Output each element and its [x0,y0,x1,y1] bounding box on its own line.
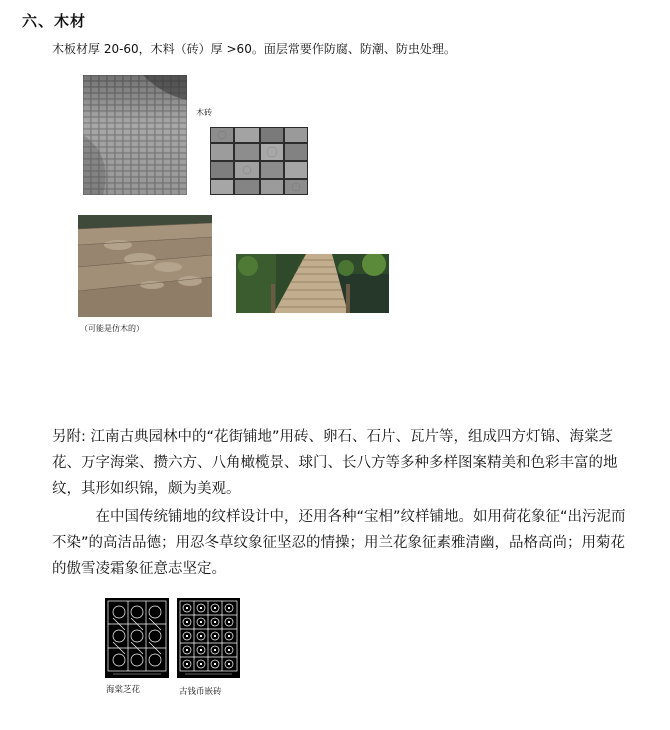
faux-wood-caption: （可能是仿木的） [80,324,144,333]
begonia-pattern-label: 海棠芝花 [106,685,141,695]
section-heading: 六、木材 [22,12,87,30]
paragraph-huajie-paving: 另附: 江南古典园林中的“花街铺地”用砖、卵石、石片、瓦片等，组成四方灯锦、海棠芝花、万字海棠、攒六方、八角橄榄景、球门、长八方等多种多样图案精美和色彩丰富的地纹，其形如织锦，颇为美观。 [52,429,618,497]
wood-brick-caption: 木砖 [196,108,212,117]
begonia-pattern-drawing [105,598,169,678]
wood-brick-plaza-photo [83,75,187,195]
wood-block-tiles-photo [210,127,308,195]
coin-inlay-pattern-drawing [177,598,240,678]
wooden-boardwalk-photo [236,254,389,313]
section-intro: 木板材厚 20-60，木料（砖）厚 >60。面层常要作防腐、防潮、防虫处理。 [52,42,456,56]
coin-inlay-pattern-label: 古钱币嵌砖 [179,687,222,697]
paragraph-baoxiang-patterns: 在中国传统铺地的纹样设计中，还用各种“宝相”纹样铺地。如用荷花象征“出污泥而不染”的高洁品德；用忍冬草纹象征坚忍的情操；用兰花象征素雅清幽，品格高尚；用菊花的傲雪凌霜象征意志坚定。 [52,509,626,577]
faux-wood-steps-photo [78,215,212,317]
